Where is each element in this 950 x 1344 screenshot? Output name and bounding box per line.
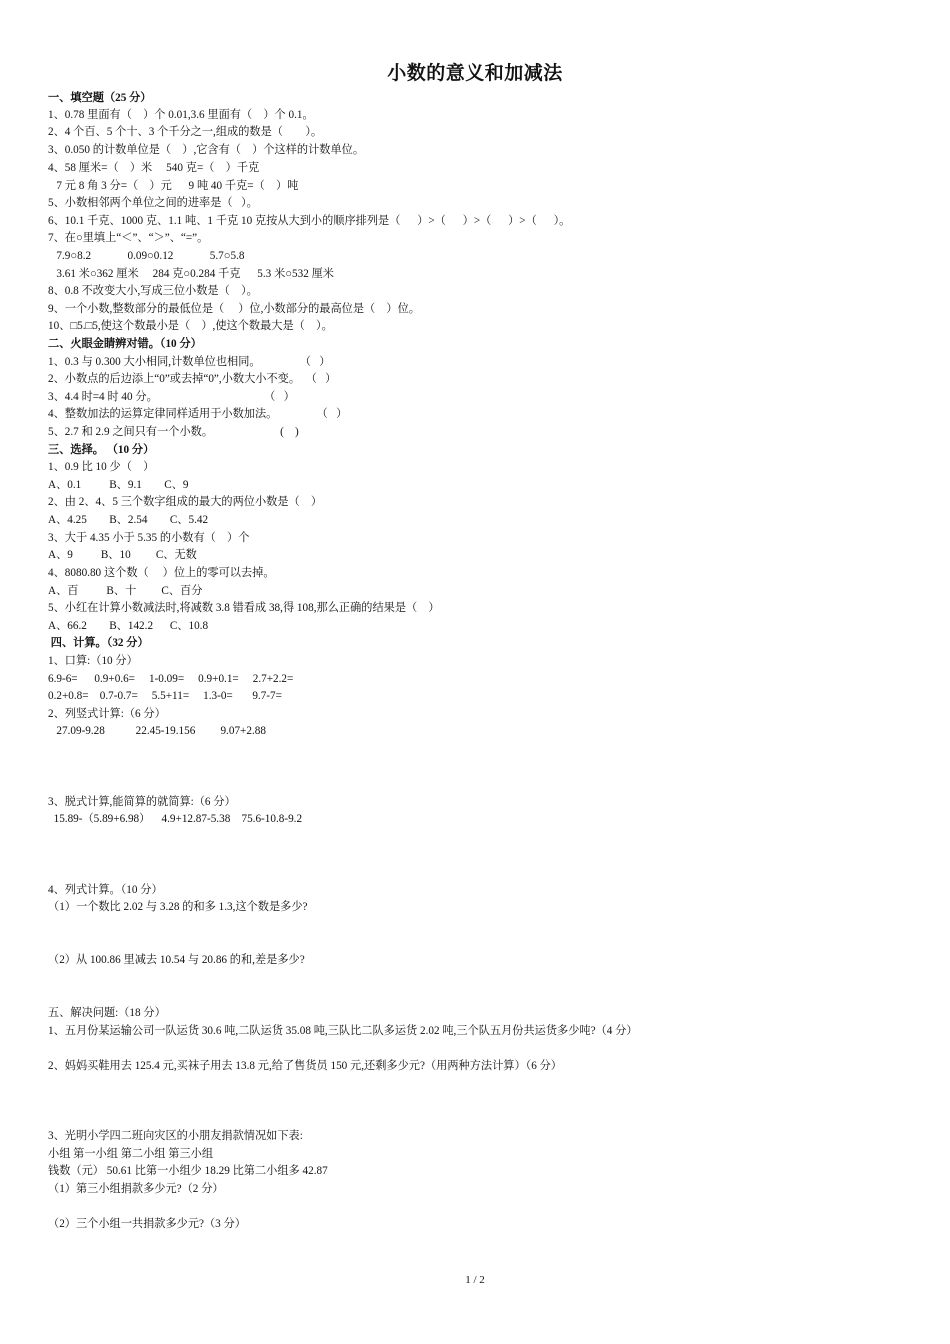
option-line: A、4.25 B、2.54 C、5.42 (48, 514, 209, 526)
page-title: 小数的意义和加减法 (387, 63, 563, 84)
subsection-heading: 4、列式计算。（10 分） (48, 884, 163, 896)
section-heading-fill-blanks: 一、填空题（25 分） (48, 92, 152, 104)
question-line: 2、妈妈买鞋用去 125.4 元,买袜子用去 13.8 元,给了售货员 150 元,还剩多少元?（用两种方法计算）（6 分） (48, 1060, 562, 1072)
question-line: 7、在○里填上“＜”、“＞”、“=”。 (48, 232, 209, 244)
section-heading-choice: 三、选择。 （10 分） (48, 444, 155, 456)
question-line: 1、五月份某运输公司一队运货 30.6 吨,二队运货 35.08 吨,三队比二队多运货 2.02 吨,三个队五月份共运货多少吨?（4 分） (48, 1025, 638, 1037)
question-line: 4、58 厘米=（ ）米 540 克=（ ）千克 (48, 162, 260, 174)
question-line: 3、0.050 的计数单位是（ ）,它含有（ ）个这样的计数单位。 (48, 144, 365, 156)
subsection-heading: 3、脱式计算,能简算的就简算:（6 分） (48, 796, 236, 808)
question-line: 7 元 8 角 3 分=（ ）元 9 吨 40 千克=（ ）吨 (48, 180, 299, 192)
page-number: 1 / 2 (465, 1274, 485, 1286)
subsection-heading: 1、口算:（10 分） (48, 655, 138, 667)
subsection-heading: 2、列竖式计算:（6 分） (48, 708, 166, 720)
question-line: 2、4 个百、5 个十、3 个千分之一,组成的数是（ ）。 (48, 126, 323, 138)
question-line: 3、大于 4.35 小于 5.35 的小数有（ ）个 (48, 532, 250, 544)
question-line: （2）三个小组一共捐款多少元?（3 分） (48, 1218, 246, 1230)
question-line: 8、0.8 不改变大小,写成三位小数是（ ）。 (48, 285, 258, 297)
question-line: 3.61 米○362 厘米 284 克○0.284 千克 5.3 米○532 厘米 (48, 268, 334, 280)
question-line: （2）从 100.86 里减去 10.54 与 20.86 的和,差是多少? (48, 954, 305, 966)
question-line: 4、整数加法的运算定律同样适用于小数加法。 （ ） (48, 408, 348, 420)
oral-calc-row: 0.2+0.8= 0.7-0.7= 5.5+11= 1.3-0= 9.7-7= (48, 690, 282, 702)
question-line: （1）一个数比 2.02 与 3.28 的和多 1.3,这个数是多少? (48, 901, 308, 913)
option-line: A、百 B、十 C、百分 (48, 585, 203, 597)
question-line: 9、一个小数,整数部分的最低位是（ ）位,小数部分的最高位是（ ）位。 (48, 303, 420, 315)
question-line: 10、□5.□5,使这个数最小是（ ）,使这个数最大是（ ）。 (48, 320, 333, 332)
option-line: A、0.1 B、9.1 C、9 (48, 479, 189, 491)
option-line: A、66.2 B、142.2 C、10.8 (48, 620, 209, 632)
question-line: 6、10.1 千克、1000 克、1.1 吨、1 千克 10 克按从大到小的顺序排列是（ ）>（ ）>（ ）>（ ）。 (48, 215, 571, 227)
question-line: 5、2.7 和 2.9 之间只有一个小数。 ( ) (48, 426, 299, 438)
question-line: 2、由 2、4、5 三个数字组成的最大的两位小数是（ ） (48, 496, 323, 508)
table-header-row: 小组 第一小组 第二小组 第三小组 (48, 1148, 214, 1160)
vertical-calc-row: 27.09-9.28 22.45-19.156 9.07+2.88 (48, 725, 266, 737)
question-line: 3、光明小学四二班向灾区的小朋友捐款情况如下表: (48, 1130, 303, 1142)
section-heading-calculation: 四、计算。（32 分） (48, 637, 149, 649)
step-calc-row: 15.89-（5.89+6.98） 4.9+12.87-5.38 75.6-10.8-9.2 (48, 813, 303, 825)
question-line: 1、0.3 与 0.300 大小相同,计数单位也相同。 （ ） (48, 356, 331, 368)
oral-calc-row: 6.9-6= 0.9+0.6= 1-0.09= 0.9+0.1= 2.7+2.2= (48, 673, 294, 685)
section-heading-true-false: 二、火眼金睛辨对错。（10 分） (48, 338, 202, 350)
question-line: 1、0.9 比 10 少（ ） (48, 461, 155, 473)
question-line: 7.9○8.2 0.09○0.12 5.7○5.8 (48, 250, 245, 262)
option-line: A、9 B、10 C、无数 (48, 549, 197, 561)
question-line: 5、小红在计算小数减法时,将减数 3.8 错看成 38,得 108,那么正确的结果是（ ） (48, 602, 440, 614)
question-line: 2、小数点的后边添上“0”或去掉“0”,小数大小不变。 （ ） (48, 373, 337, 385)
question-line: 1、0.78 里面有（ ）个 0.01,3.6 里面有（ ）个 0.1。 (48, 109, 314, 121)
question-line: 5、小数相邻两个单位之间的进率是（ ）。 (48, 197, 258, 209)
question-line: 4、8080.80 这个数（ ）位上的零可以去掉。 (48, 567, 275, 579)
section-heading-problems: 五、解决问题:（18 分） (48, 1007, 166, 1019)
question-line: （1）第三小组捐款多少元?（2 分） (48, 1183, 224, 1195)
question-line: 3、4.4 时=4 时 40 分。 （ ） (48, 391, 295, 403)
table-data-row: 钱数（元） 50.61 比第一小组少 18.29 比第二小组多 42.87 (48, 1165, 328, 1177)
